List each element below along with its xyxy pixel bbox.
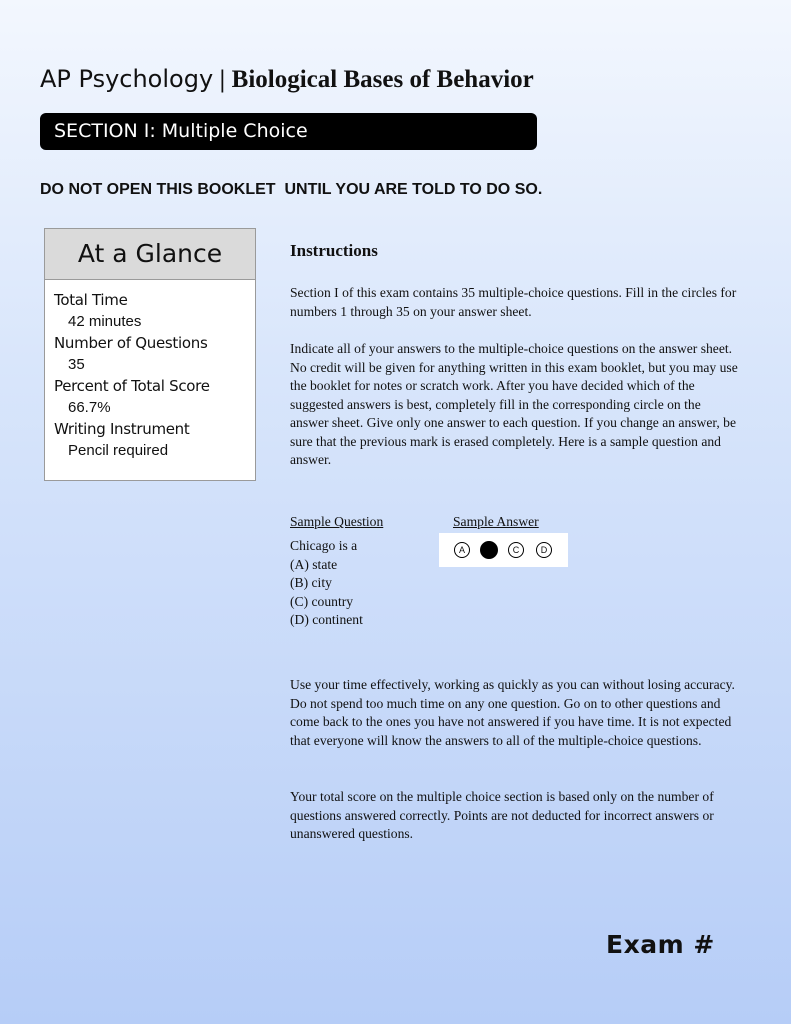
title-course: AP Psychology: [40, 65, 214, 93]
sample-option-c: (C) country: [290, 593, 354, 609]
bubble-b-filled: B: [480, 541, 498, 559]
instructions-paragraph-2: Indicate all of your answers to the multiple-choice questions on the answer sheet. No credit will be given for anything written in this exam booklet, but you may use the booklet for notes or scratch work. After you have decided which of the suggested answers is best, completely fill in the corresponding circle on the answer sheet. Give only one answer to each question. If you change an answer, be sure that the previous mark is erased completely. Here is a sample question and answer.: [290, 341, 738, 467]
sample-question: [290, 537, 363, 630]
glance-value-writing-instrument: Pencil required: [68, 442, 169, 459]
instructions-paragraph-3: Use your time effectively, working as quickly as you can without losing accuracy. Do not spend too much time on any one question. Go on to other questions and come back to the ones you have not answered if you have time. It is not expected that everyone will know the answers to all of the multiple-choice questions.: [290, 677, 735, 748]
instructions-heading: Instructions: [290, 241, 378, 260]
instructions-paragraph-4: Your total score on the multiple choice section is based only on the number of questions answered correctly. Points are not deducted for incorrect answers or unanswered questions.: [290, 789, 714, 841]
glance-value-question-count: 35: [68, 356, 85, 373]
warning-notice: DO NOT OPEN THIS BOOKLET UNTIL YOU ARE TOLD TO DO SO.: [40, 181, 543, 198]
title-separator: |: [219, 66, 226, 93]
page-title: [40, 64, 760, 94]
sample-option-a: (A) state: [290, 556, 338, 572]
glance-value-percent-score: 66.7%: [68, 399, 111, 416]
bubble-a: A: [454, 542, 470, 558]
glance-label-total-time: Total Time: [54, 291, 128, 309]
sample-answer-heading: Sample Answer: [453, 514, 539, 529]
exam-number-label: Exam #: [606, 930, 715, 959]
sample-option-d: (D) continent: [290, 612, 363, 627]
at-a-glance-heading: At a Glance: [45, 229, 255, 280]
glance-label-percent-score: Percent of Total Score: [54, 377, 210, 395]
instructions-paragraph-1: Section I of this exam contains 35 multiple-choice questions. Fill in the circles for numbers 1 through 35 on your answer sheet.: [290, 285, 737, 319]
bubble-c: C: [508, 542, 524, 558]
glance-label-writing-instrument: Writing Instrument: [54, 420, 190, 438]
title-unit: Biological Bases of Behavior: [231, 66, 534, 93]
at-a-glance-list: [45, 280, 255, 462]
glance-value-total-time: 42 minutes: [68, 313, 142, 330]
sample-answer-bubbles: [439, 533, 568, 567]
sample-question-stem: Chicago is a: [290, 538, 358, 553]
section-banner: SECTION I: Multiple Choice: [40, 113, 537, 150]
bubble-d: D: [536, 542, 552, 558]
at-a-glance-box: [44, 228, 256, 481]
glance-label-question-count: Number of Questions: [54, 334, 208, 352]
sample-question-heading: Sample Question: [290, 514, 384, 529]
sample-option-b: (B) city: [290, 575, 332, 590]
